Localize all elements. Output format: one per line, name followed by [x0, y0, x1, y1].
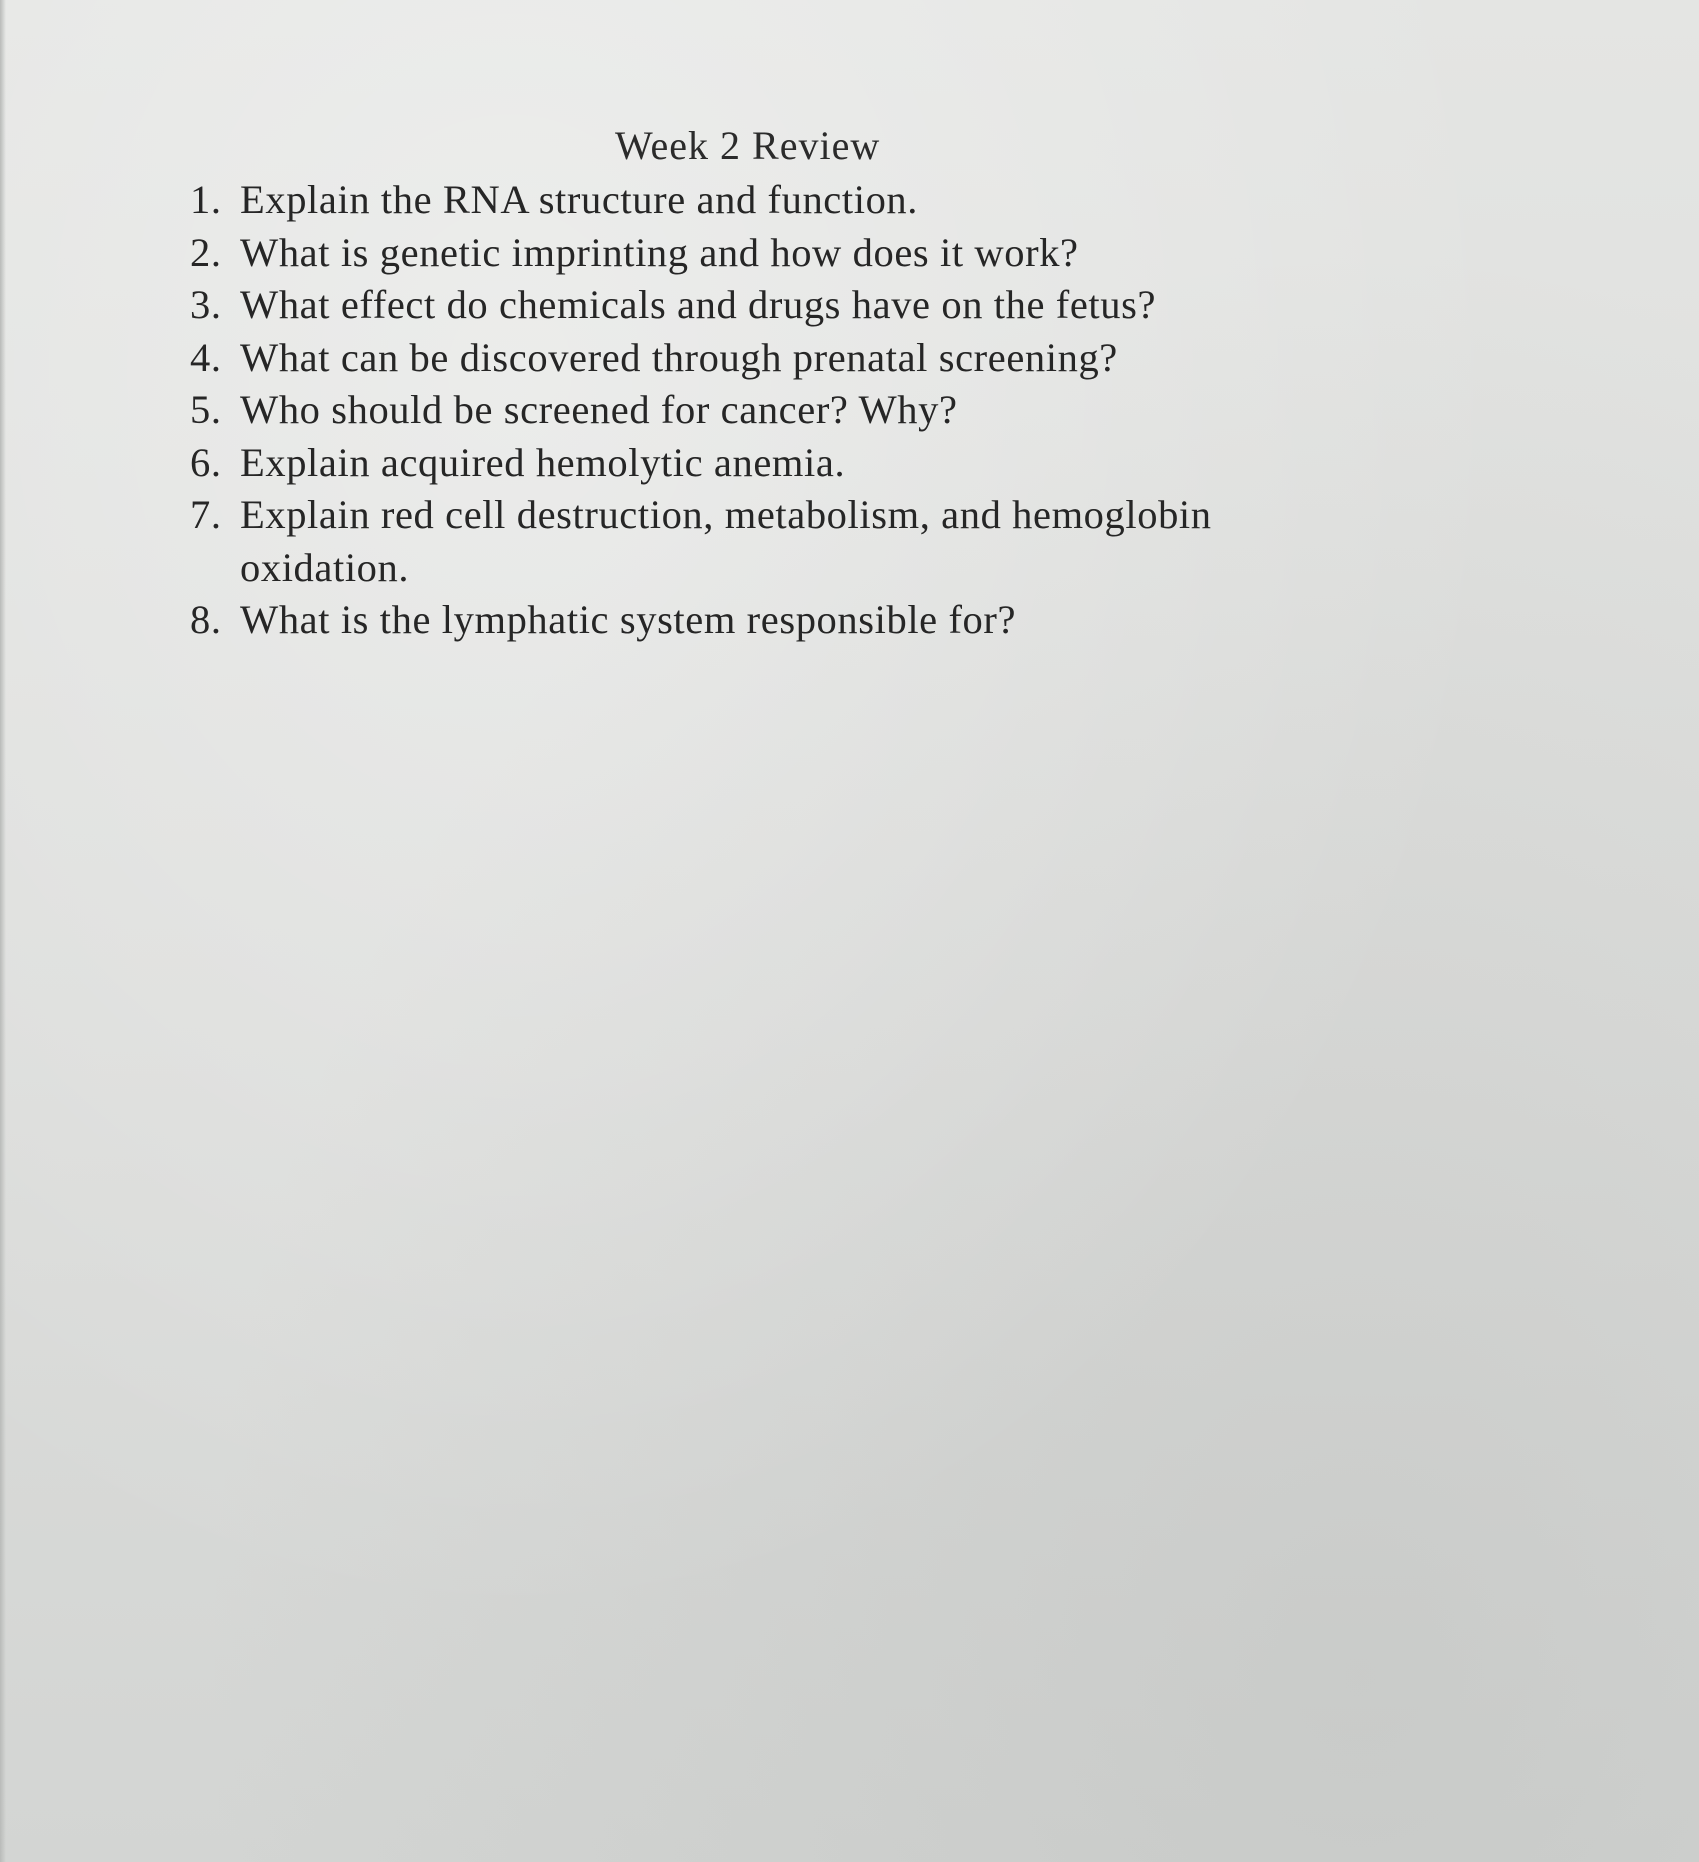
question-number: 3. [190, 282, 222, 327]
question-number: 4. [190, 334, 222, 380]
question-number: 5. [190, 387, 222, 432]
question-text: What can be discovered through prenatal screening? [240, 334, 1118, 380]
list-item [190, 489, 1212, 594]
list-item [190, 279, 1212, 332]
question-number: 2. [190, 229, 222, 275]
list-item [190, 384, 1212, 437]
question-text-continuation: oxidation. [240, 544, 410, 590]
paper-edge-shadow [0, 0, 6, 1862]
question-text: Explain acquired hemolytic anemia. [240, 439, 846, 485]
list-item [190, 227, 1212, 280]
list-item [190, 332, 1212, 385]
question-number: 8. [190, 597, 222, 642]
question-text: What effect do chemicals and drugs have on the fetus? [240, 282, 1157, 327]
list-item [190, 174, 1212, 227]
question-number: 7. [190, 492, 222, 537]
list-item [190, 437, 1212, 490]
page-title: Week 2 Review [615, 123, 881, 168]
question-number: 6. [190, 439, 222, 485]
question-number: 1. [190, 177, 222, 222]
question-text: Who should be screened for cancer? Why? [240, 387, 958, 432]
question-text: Explain red cell destruction, metabolism, and hemoglobin [240, 492, 1212, 537]
question-text: What is the lymphatic system responsible for? [240, 597, 1017, 642]
question-text: Explain the RNA structure and function. [240, 177, 919, 222]
question-list [190, 174, 1212, 647]
question-text: What is genetic imprinting and how does it work? [240, 229, 1079, 275]
list-item [190, 594, 1212, 647]
